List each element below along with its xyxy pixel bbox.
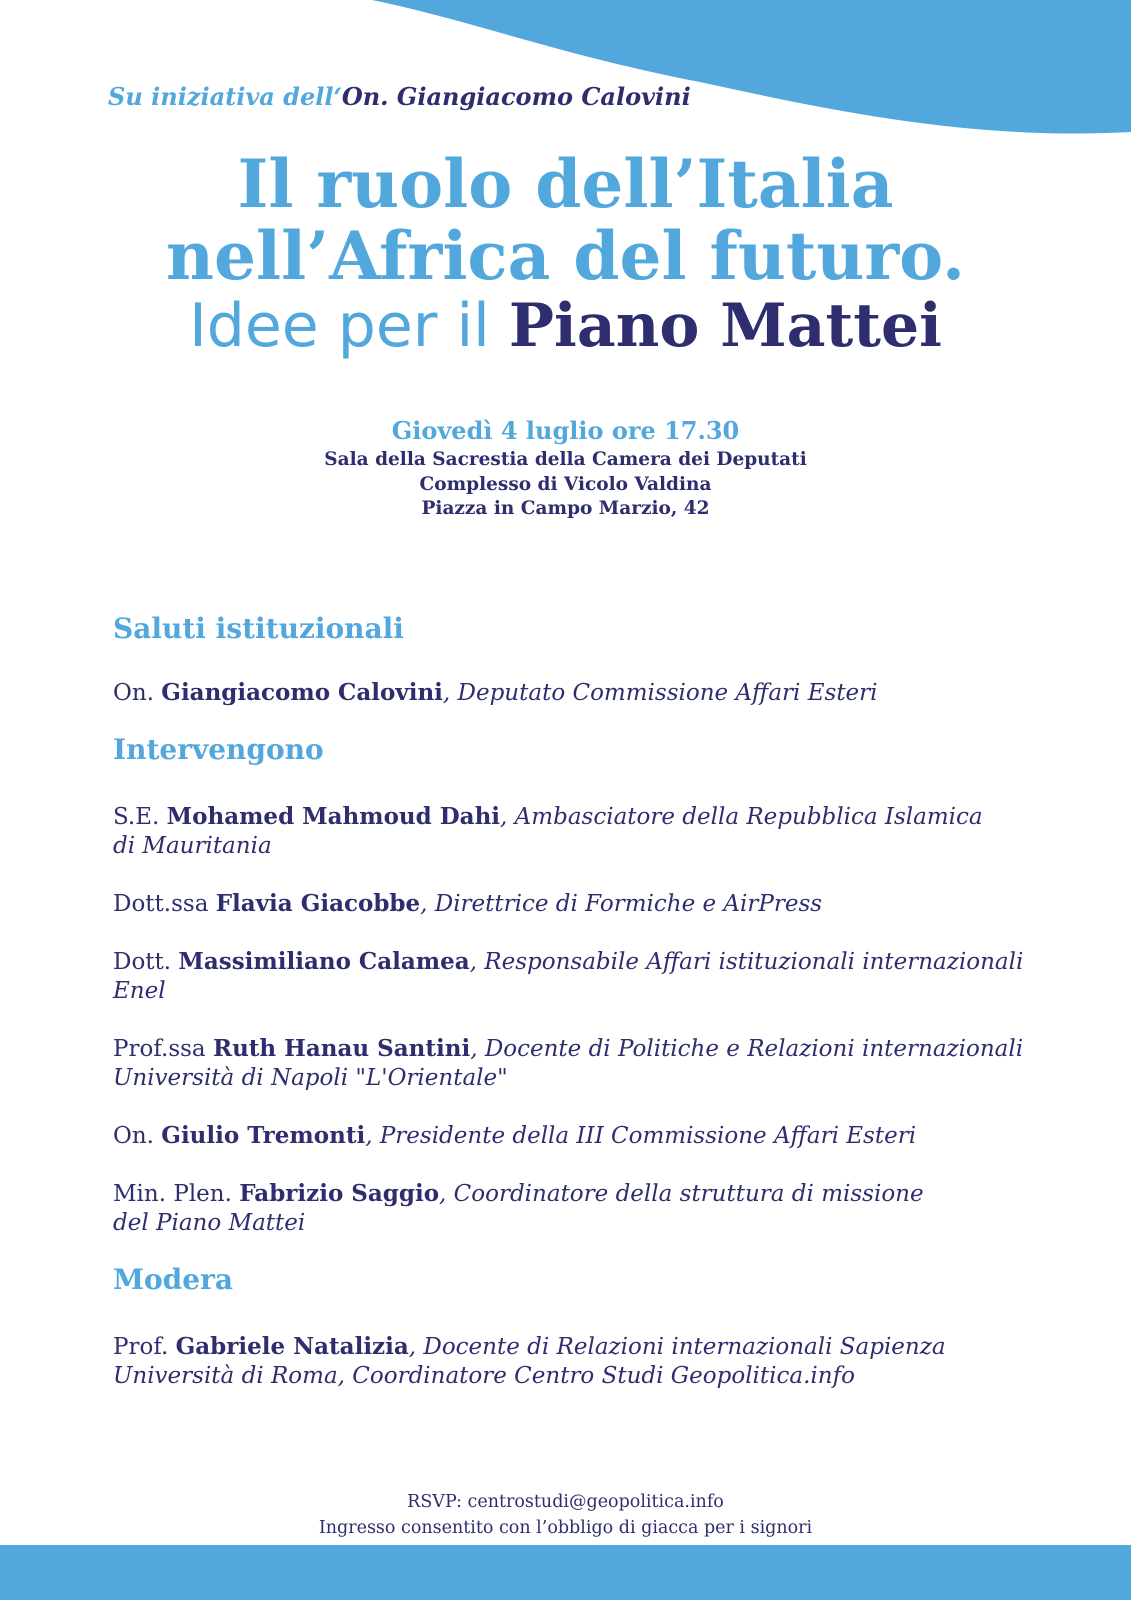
speaker-honorific: Prof. bbox=[113, 1334, 169, 1360]
speaker-role: Coordinatore della struttura di missione bbox=[453, 1181, 924, 1207]
header-wave-decoration bbox=[0, 0, 1131, 140]
venue-line: Piazza in Campo Marzio, 42 bbox=[421, 498, 710, 519]
speaker-entry: Min. Plen. Fabrizio Saggio, Coordinatore della struttura di missione del Piano Mattei bbox=[113, 1180, 924, 1236]
dress-code-line: Ingresso consentito con l’obbligo di giacca per i signori bbox=[318, 1517, 813, 1538]
speaker-entry: S.E. Mohamed Mahmoud Dahi, Ambasciatore della Repubblica Islamica di Mauritania bbox=[113, 803, 983, 859]
speaker-honorific: Dott.ssa bbox=[113, 891, 209, 917]
initiative-line bbox=[108, 82, 691, 111]
speaker-honorific: S.E. bbox=[113, 804, 160, 830]
speaker-role: Deputato Commissione Affari Esteri bbox=[457, 680, 878, 706]
speaker-name: Massimiliano Calamea bbox=[178, 948, 470, 975]
speaker-name: Giulio Tremonti bbox=[161, 1122, 366, 1149]
title-line-3 bbox=[0, 292, 1131, 360]
speaker-entry: Prof.ssa Ruth Hanau Santini, Docente di Politiche e Relazioni internazionali Università di Napoli "L'Orientale" bbox=[113, 1035, 1024, 1091]
event-title bbox=[0, 145, 1131, 361]
speaker-honorific: On. bbox=[113, 1123, 154, 1149]
speaker-honorific: Prof.ssa bbox=[113, 1036, 206, 1062]
speaker-entry: Dott. Massimiliano Calamea, Responsabile Affari istituzionali internazionali Enel bbox=[113, 948, 1024, 1004]
speaker-name: Flavia Giacobbe bbox=[215, 890, 421, 917]
speaker-role: Responsabile Affari istituzionali internazionali bbox=[484, 949, 1024, 975]
event-info bbox=[0, 414, 1131, 522]
event-date: Giovedì 4 luglio ore 17.30 bbox=[391, 416, 740, 445]
initiative-prefix: Su iniziativa dell‘ bbox=[108, 82, 342, 111]
speaker-role: Presidente della III Commissione Affari Esteri bbox=[379, 1123, 917, 1149]
speaker-role: Docente di Politiche e Relazioni internazionali bbox=[484, 1036, 1024, 1062]
title-subtitle-light: Idee per il bbox=[189, 291, 490, 361]
speaker-role: Direttrice di Formiche e AirPress bbox=[434, 891, 823, 917]
speaker-role: Ambasciatore della Repubblica Islamica bbox=[514, 804, 983, 830]
speaker-name: Ruth Hanau Santini bbox=[212, 1035, 471, 1062]
footer-bar-decoration bbox=[0, 1545, 1131, 1600]
speaker-role-continued: Università di Napoli "L'Orientale" bbox=[113, 1065, 508, 1091]
program bbox=[113, 612, 1033, 1391]
speaker-name: Fabrizio Saggio bbox=[239, 1180, 440, 1207]
title-line-2: nell’Africa del futuro. bbox=[166, 217, 965, 295]
footer bbox=[0, 1490, 1131, 1541]
section-title-moderator: Modera bbox=[113, 1263, 233, 1296]
venue-line: Sala della Sacrestia della Camera dei Deputati bbox=[324, 449, 807, 470]
speaker-role-continued: Università di Roma, Coordinatore Centro Studi Geopolitica.info bbox=[113, 1363, 855, 1389]
speaker-name: Mohamed Mahmoud Dahi bbox=[166, 803, 501, 830]
speaker-entry: On. Giangiacomo Calovini, Deputato Commissione Affari Esteri bbox=[113, 679, 878, 706]
section-title-speakers: Intervengono bbox=[113, 733, 324, 766]
speaker-entry: Prof. Gabriele Natalizia, Docente di Relazioni internazionali Sapienza Università di Roma, Coordinatore Centro Studi Geopolitica.info bbox=[113, 1333, 946, 1389]
venue-line: Complesso di Vicolo Valdina bbox=[419, 473, 712, 495]
speaker-entry: Dott.ssa Flavia Giacobbe, Direttrice di Formiche e AirPress bbox=[113, 890, 823, 917]
speaker-name: Giangiacomo Calovini bbox=[161, 679, 443, 706]
title-subtitle-bold: Piano Mattei bbox=[508, 291, 942, 361]
initiative-name: On. Giangiacomo Calovini bbox=[341, 82, 691, 111]
title-line-1: Il ruolo dell’Italia bbox=[237, 145, 894, 223]
section-title-greetings: Saluti istituzionali bbox=[113, 612, 404, 645]
speaker-role-continued: Enel bbox=[113, 978, 166, 1004]
speaker-role-continued: di Mauritania bbox=[113, 833, 272, 859]
speaker-name: Gabriele Natalizia bbox=[175, 1333, 409, 1360]
rsvp-line: RSVP: centrostudi@geopolitica.info bbox=[407, 1492, 724, 1512]
speaker-honorific: Dott. bbox=[113, 949, 172, 975]
speaker-entry: On. Giulio Tremonti, Presidente della III Commissione Affari Esteri bbox=[113, 1122, 917, 1149]
speaker-role-continued: del Piano Mattei bbox=[113, 1210, 306, 1236]
speaker-honorific: On. bbox=[113, 680, 154, 706]
speaker-role: Docente di Relazioni internazionali Sapienza bbox=[423, 1334, 946, 1360]
speaker-honorific: Min. Plen. bbox=[113, 1181, 232, 1207]
